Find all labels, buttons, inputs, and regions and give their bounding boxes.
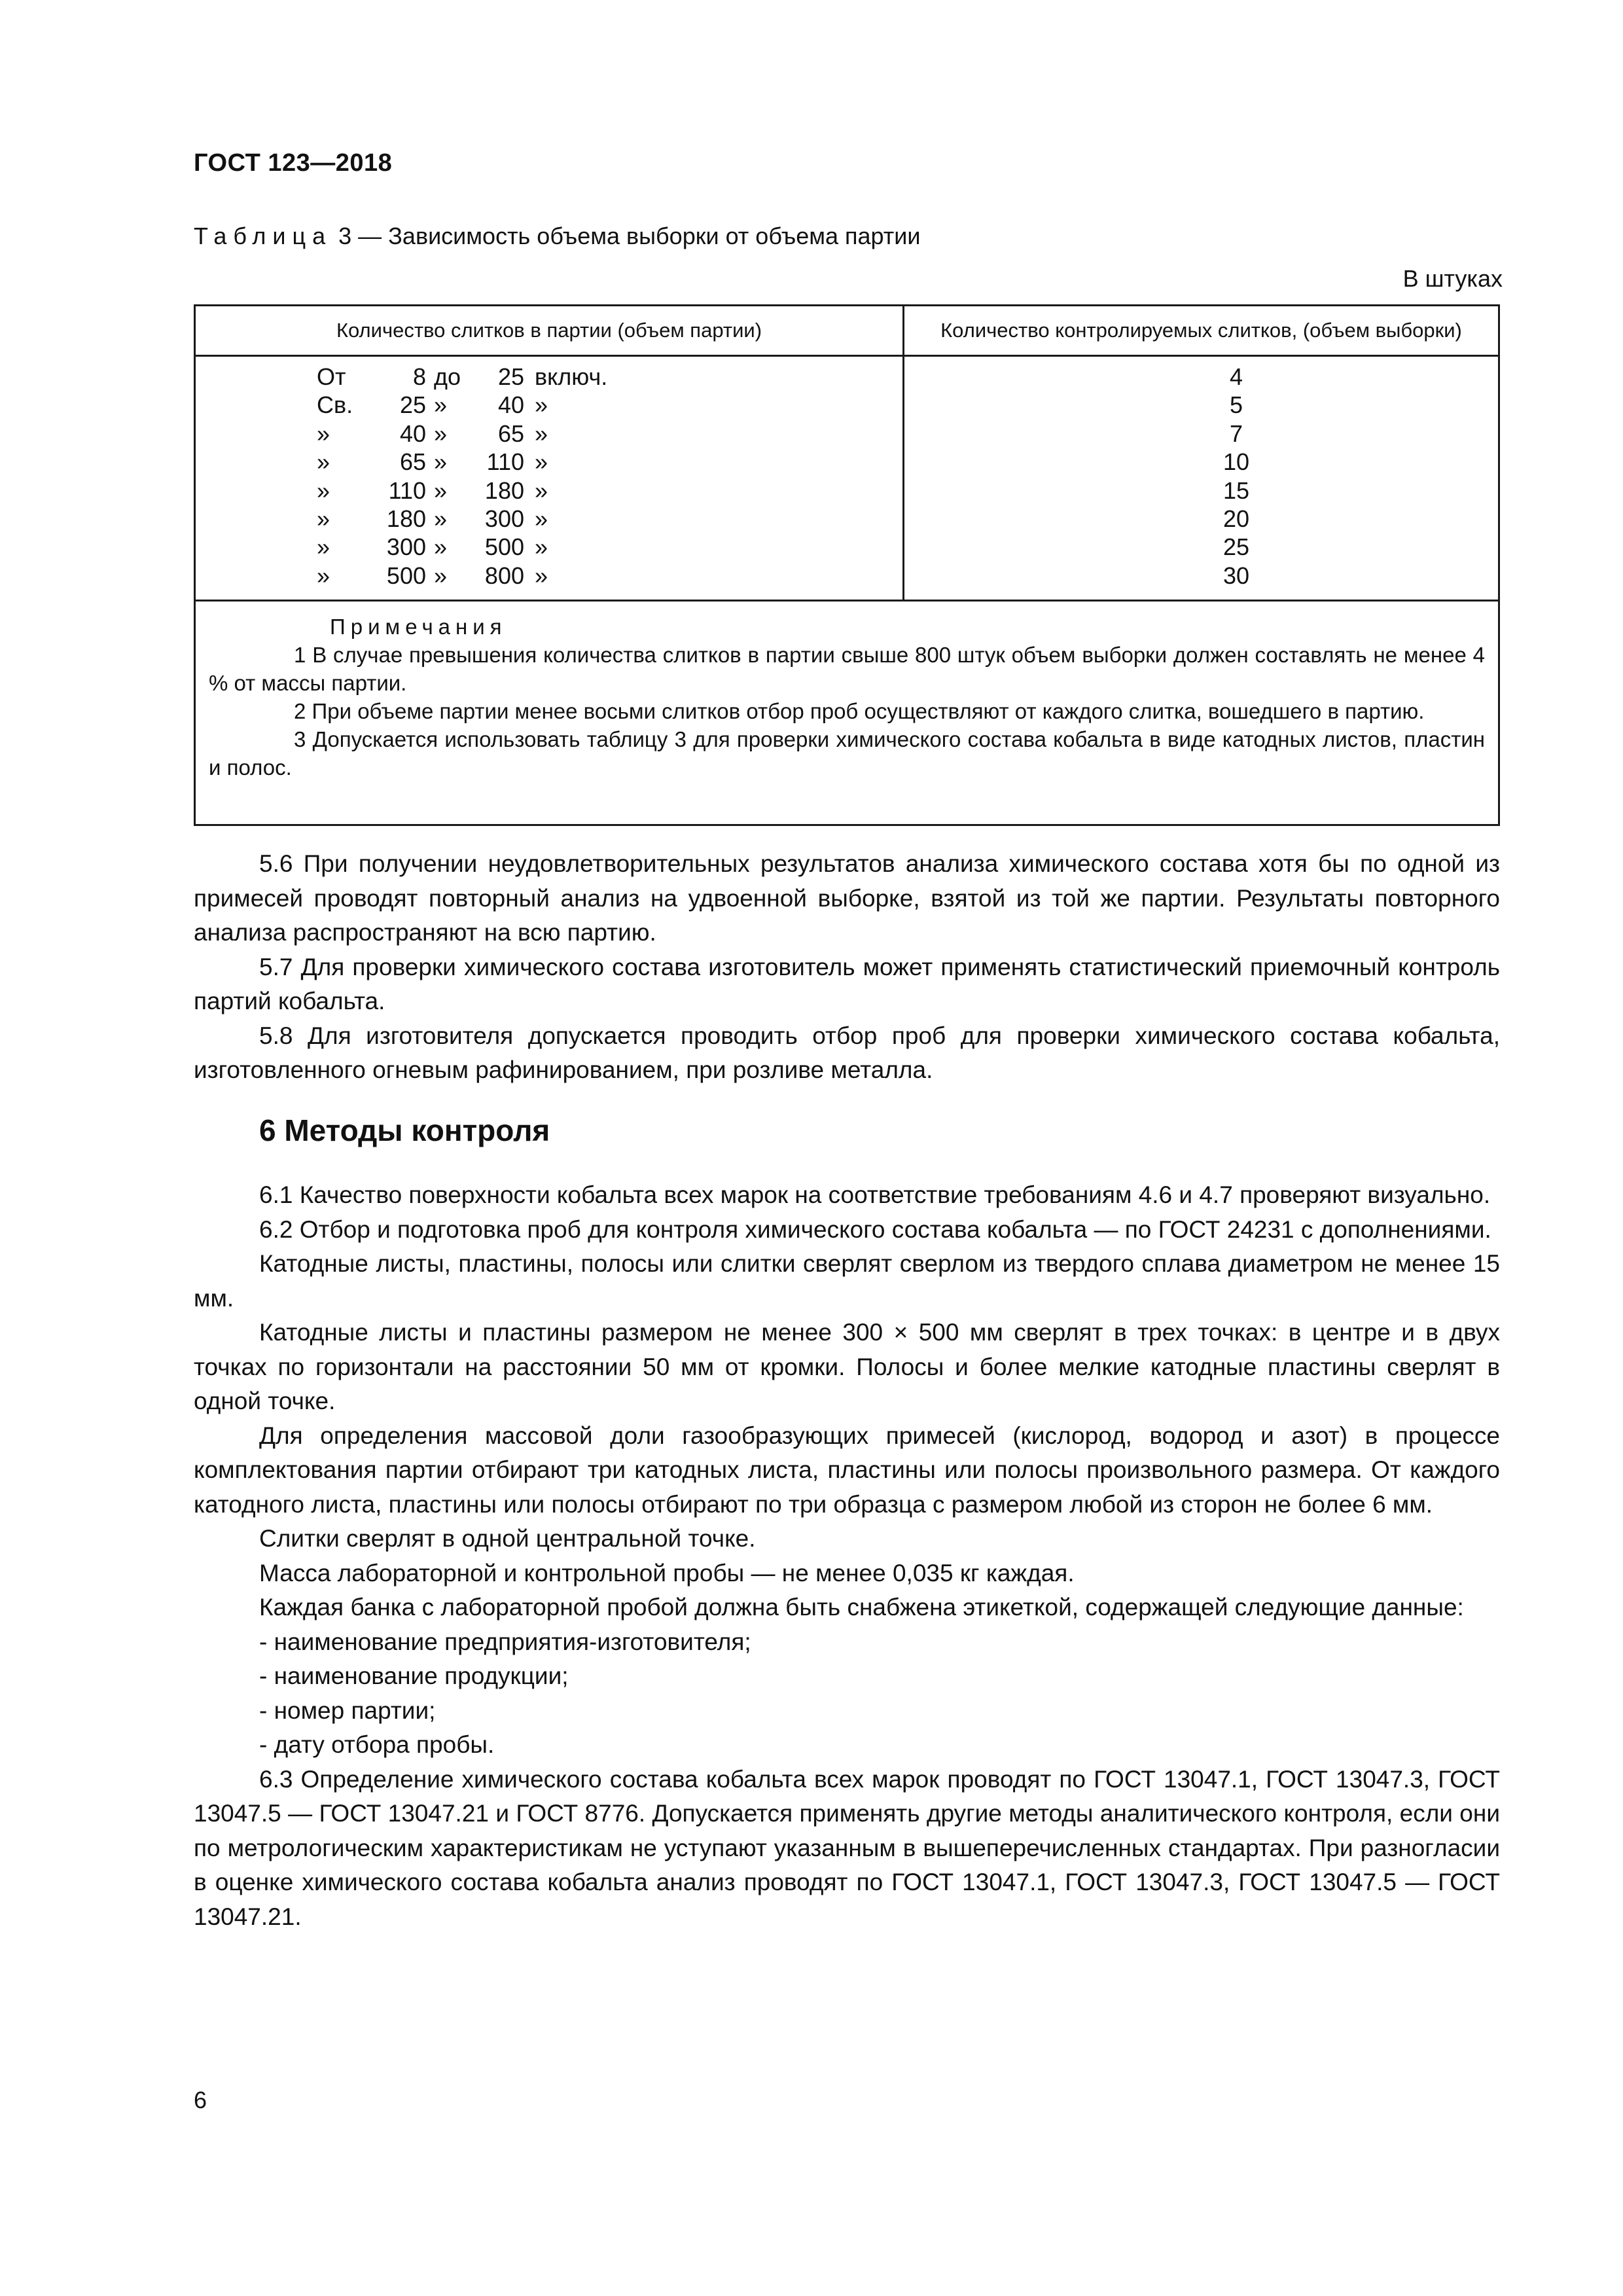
note-item: 2 При объеме партии менее восьми слитков отбор проб осуществляют от каждого слитка, вошедшего в партию. — [294, 699, 1425, 723]
paragraph: Слитки сверлят в одной центральной точке. — [259, 1525, 756, 1552]
range-suffix: » — [535, 533, 548, 561]
range-from: 110 — [388, 476, 426, 504]
range-suffix: » — [535, 476, 548, 504]
sample-count: 10 — [1222, 448, 1250, 476]
range-from: 40 — [399, 420, 426, 447]
range-suffix: » — [535, 505, 548, 532]
header-divider — [196, 355, 1498, 357]
paragraph: Катодные листы и пластины размером не менее 300 × 500 мм сверлят в трех точках: в центре и в двух точках по горизонтали на расстоянии 50 мм от кромки. Полосы и более мелкие катодные пластины сверлят в одной точке. — [194, 1319, 1500, 1414]
sample-count: 7 — [1229, 420, 1243, 447]
table-row — [196, 420, 1498, 448]
range-suffix: » — [535, 448, 548, 476]
table-unit: В штуках — [1402, 265, 1503, 292]
table-row — [196, 448, 1498, 476]
range-to: 65 — [497, 420, 524, 447]
range-connector: » — [434, 562, 448, 589]
range-connector: » — [434, 391, 448, 419]
range-to: 110 — [486, 448, 524, 476]
range-from: 25 — [399, 391, 426, 419]
range-prefix: » — [317, 448, 330, 476]
sample-count: 5 — [1229, 391, 1243, 419]
paragraph: Масса лабораторной и контрольной пробы — не менее 0,035 кг каждая. — [259, 1559, 1075, 1587]
table-caption-prefix: Таблица — [194, 223, 332, 249]
range-from: 8 — [412, 363, 426, 390]
paragraph: 6.3 Определение химического состава кобальта всех марок проводят по ГОСТ 13047.1, ГОСТ 13047.3, ГОСТ 13047.5 — ГОСТ 13047.21 и ГОСТ 8776. Допускается применять другие методы аналитического контроля, если они по метрологическим характеристикам не уступают указанным в вышеперечисленных стандартах. При разногласии в оценке химического состава кобальта анализ проводят по ГОСТ 13047.1, ГОСТ 13047.3, ГОСТ 13047.5 — ГОСТ 13047.21. — [194, 1765, 1500, 1930]
sample-size-table — [194, 304, 1500, 826]
table-row — [196, 562, 1498, 590]
range-to: 800 — [484, 562, 524, 589]
range-connector: » — [434, 448, 448, 476]
range-from: 300 — [386, 533, 426, 561]
sample-count: 25 — [1222, 533, 1250, 561]
table-row — [196, 476, 1498, 505]
list-item: - наименование предприятия-изготовителя; — [259, 1628, 751, 1655]
paragraph: Каждая банка с лабораторной пробой должна быть снабжена этикеткой, содержащей следующие данные: — [259, 1594, 1464, 1621]
sample-count: 20 — [1222, 505, 1250, 532]
paragraph: 6.2 Отбор и подготовка проб для контроля химического состава кобальта — по ГОСТ 24231 с дополнениями. — [259, 1215, 1491, 1243]
column-header-sample-size: Количество контролируемых слитков, (объем выборки) — [940, 319, 1462, 342]
range-from: 500 — [386, 562, 426, 589]
table-caption — [194, 223, 921, 250]
range-connector: » — [434, 505, 448, 532]
range-suffix: » — [535, 391, 548, 419]
table-body — [196, 363, 1498, 590]
table-row — [196, 391, 1498, 419]
sample-count: 4 — [1229, 363, 1243, 390]
column-header-batch-size: Количество слитков в партии (объем партии) — [336, 319, 762, 342]
notes-divider — [196, 600, 1498, 601]
list-item: - номер партии; — [259, 1696, 436, 1724]
range-connector: » — [434, 420, 448, 447]
range-prefix: » — [317, 505, 330, 532]
paragraph: Для определения массовой доли газообразующих примесей (кислород, водород и азот) в процессе комплектования партии отбирают три катодных листа, пластины или полосы произвольного размера. От каждого катодного листа, пластины или полосы отбирают по три образца с размером любой из сторон не более 6 мм. — [194, 1422, 1500, 1518]
range-prefix: » — [317, 533, 330, 561]
section-heading: 6 Методы контроля — [259, 1113, 550, 1147]
range-to: 500 — [484, 533, 524, 561]
range-to: 40 — [497, 391, 524, 419]
notes-heading: Примечания — [330, 615, 507, 639]
section-5-continuation — [194, 847, 1500, 1088]
document-header: ГОСТ 123—2018 — [194, 149, 393, 177]
paragraph: 5.7 Для проверки химического состава изготовитель может применять статистический приемочный контроль партий кобальта. — [194, 953, 1500, 1014]
range-prefix: » — [317, 562, 330, 589]
sample-count: 30 — [1222, 562, 1250, 589]
range-connector: до — [434, 363, 461, 390]
table-caption-text: 3 — Зависимость объема выборки от объема партии — [332, 223, 921, 249]
range-prefix: » — [317, 420, 330, 447]
range-prefix: Св. — [317, 391, 353, 419]
range-connector: » — [434, 533, 448, 561]
section-6-body — [194, 1178, 1500, 1934]
range-connector: » — [434, 476, 448, 504]
list-item: - наименование продукции; — [259, 1662, 569, 1689]
note-item: 1 В случае превышения количества слитков в партии свыше 800 штук объем выборки должен составлять не менее 4 % от массы партии. — [209, 643, 1485, 695]
paragraph: 6.1 Качество поверхности кобальта всех марок на соответствие требованиям 4.6 и 4.7 проверяют визуально. — [259, 1181, 1491, 1208]
range-prefix: » — [317, 476, 330, 504]
note-item: 3 Допускается использовать таблицу 3 для проверки химического состава кобальта в виде катодных листов, пластин и полос. — [209, 727, 1485, 780]
paragraph: Катодные листы, пластины, полосы или слитки сверлят сверлом из твердого сплава диаметром не менее 15 мм. — [194, 1250, 1500, 1312]
page-number: 6 — [194, 2087, 207, 2113]
paragraph: 5.8 Для изготовителя допускается проводить отбор проб для проверки химического состава кобальта, изготовленного огневым рафинированием, при розливе металла. — [194, 1022, 1500, 1083]
range-suffix: » — [535, 420, 548, 447]
range-from: 65 — [399, 448, 426, 476]
range-suffix: включ. — [535, 363, 608, 390]
range-to: 25 — [497, 363, 524, 390]
table-row — [196, 363, 1498, 391]
range-to: 180 — [484, 476, 524, 504]
list-item: - дату отбора пробы. — [259, 1731, 495, 1758]
paragraph: 5.6 При получении неудовлетворительных результатов анализа химического состава хотя бы по одной из примесей проводят повторный анализ на удвоенной выборке, взятой из той же партии. Результаты повторного анализа распространяют на всю партию. — [194, 850, 1500, 946]
range-prefix: От — [317, 363, 346, 390]
range-to: 300 — [484, 505, 524, 532]
table-notes — [209, 613, 1485, 781]
table-row — [196, 505, 1498, 533]
sample-count: 15 — [1222, 476, 1250, 504]
range-from: 180 — [386, 505, 426, 532]
range-suffix: » — [535, 562, 548, 589]
table-row — [196, 533, 1498, 561]
